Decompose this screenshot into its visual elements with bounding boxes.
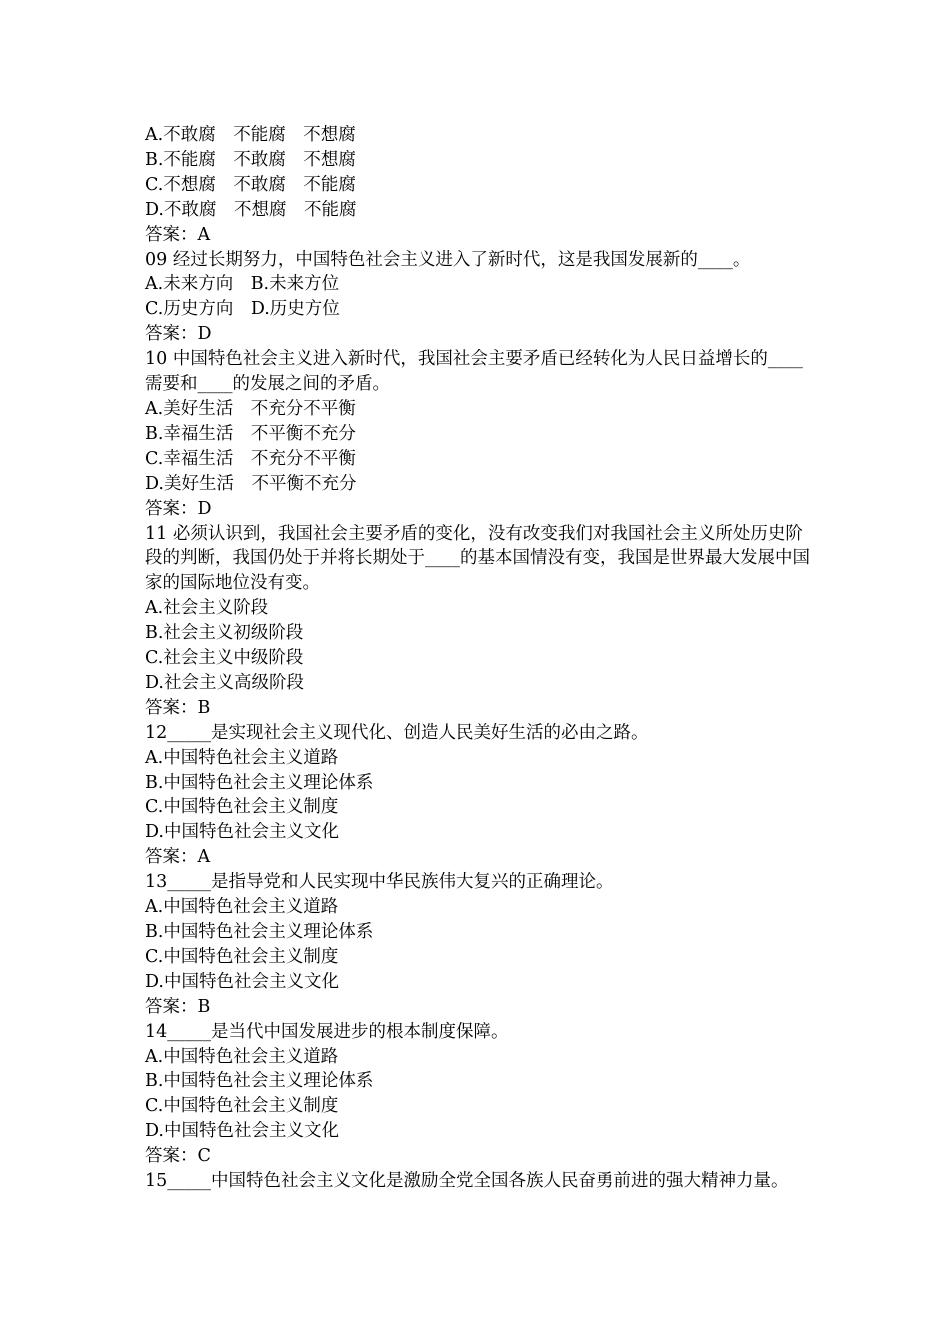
answer-line: 答案：A xyxy=(145,224,211,245)
option-line: A.未来方向 B.未来方位 xyxy=(145,274,340,295)
option-line: A.中国特色社会主义道路 xyxy=(145,747,339,768)
option-line: C.中国特色社会主义制度 xyxy=(145,1096,339,1117)
document-body xyxy=(145,123,813,1194)
option-line: C.中国特色社会主义制度 xyxy=(145,946,339,967)
option-line: A.不敢腐 不能腐 不想腐 xyxy=(145,125,356,145)
answer-line: 答案：C xyxy=(145,1146,211,1167)
question-09: 09 经过长期努力，中国特色社会主义进入了新时代，这是我国发展新的____。 xyxy=(145,249,751,270)
option-line: B.中国特色社会主义理论体系 xyxy=(145,772,374,793)
option-line: B.社会主义初级阶段 xyxy=(145,623,304,644)
answer-line: 答案：D xyxy=(145,324,212,345)
answer-line: 答案：A xyxy=(145,847,211,868)
option-line: C.不想腐 不敢腐 不能腐 xyxy=(145,174,356,195)
question-12: 12_____是实现社会主义现代化、创造人民美好生活的必由之路。 xyxy=(145,722,649,743)
question-14: 14_____是当代中国发展进步的根本制度保障。 xyxy=(145,1021,509,1042)
option-line: C.历史方向 D.历史方位 xyxy=(145,299,340,320)
option-line: B.中国特色社会主义理论体系 xyxy=(145,922,374,942)
option-line: D.中国特色社会主义文化 xyxy=(145,1121,339,1142)
option-line: B.幸福生活 不平衡不充分 xyxy=(145,423,356,444)
option-line: A.美好生活 不充分不平衡 xyxy=(145,398,356,419)
option-line: A.社会主义阶段 xyxy=(145,598,269,619)
option-line: C.中国特色社会主义制度 xyxy=(145,797,339,818)
option-line: D.不敢腐 不想腐 不能腐 xyxy=(145,199,357,220)
option-line: C.社会主义中级阶段 xyxy=(145,648,304,669)
question-10: 10 中国特色社会主义进入新时代，我国社会主要矛盾已经转化为人民日益增长的____需要和____的发展之间的矛盾。 xyxy=(145,349,803,395)
question-11: 11 必须认识到，我国社会主要矛盾的变化，没有改变我们对我国社会主义所处历史阶段的判断，我国仍处于并将长期处于____的基本国情没有变，我国是世界最大发展中国家的国际地位没有变。 xyxy=(145,523,810,594)
question-13: 13_____是指导党和人民实现中华民族伟大复兴的正确理论。 xyxy=(145,872,614,893)
answer-line: 答案：B xyxy=(145,697,211,718)
option-line: D.中国特色社会主义文化 xyxy=(145,971,339,992)
option-line: B.中国特色社会主义理论体系 xyxy=(145,1071,374,1092)
option-line: D.社会主义高级阶段 xyxy=(145,672,304,693)
question-15: 15_____中国特色社会主义文化是激励全党全国各族人民奋勇前进的强大精神力量。 xyxy=(145,1171,789,1192)
option-line: A.中国特色社会主义道路 xyxy=(145,1046,339,1067)
option-line: A.中国特色社会主义道路 xyxy=(145,897,339,918)
option-line: D.中国特色社会主义文化 xyxy=(145,822,339,843)
answer-line: 答案：B xyxy=(145,996,211,1017)
option-line: D.美好生活 不平衡不充分 xyxy=(145,473,357,494)
option-line: C.幸福生活 不充分不平衡 xyxy=(145,448,356,469)
option-line: B.不能腐 不敢腐 不想腐 xyxy=(145,149,356,170)
answer-line: 答案：D xyxy=(145,498,212,519)
